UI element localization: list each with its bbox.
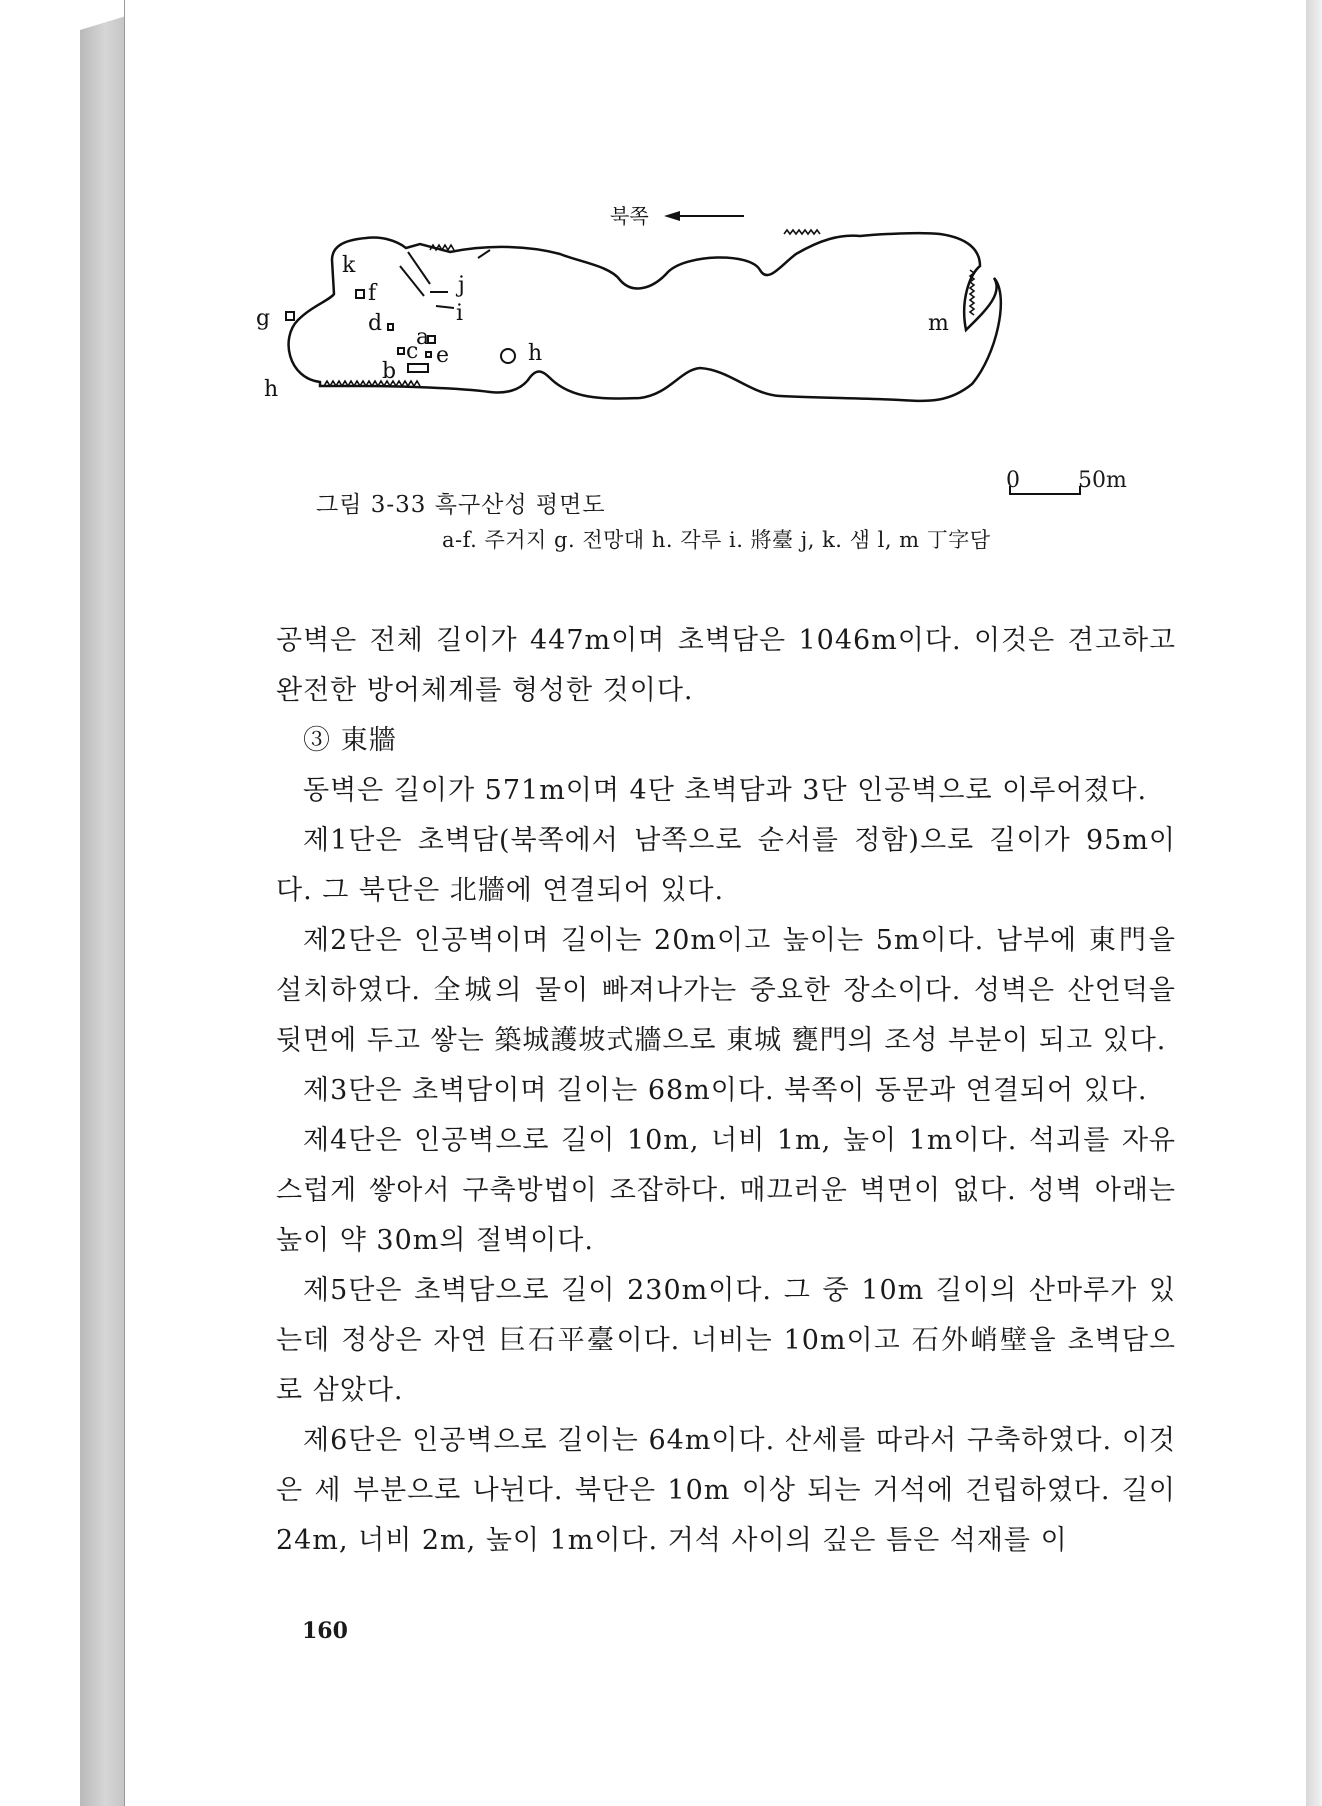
marker-e: e [436,343,450,368]
marker-c: c [406,339,419,364]
page-number: 160 [302,1618,348,1644]
marker-g: g [256,306,271,331]
marker-k: j [458,273,465,298]
paragraph: 제4단은 인공벽으로 길이 10m, 너비 1m, 높이 1m이다. 석괴를 자유스럽게 쌓아서 구축방법이 조잡하다. 매끄러운 벽면이 없다. 성벽 아래는 높이 약 30m의 절벽이다. [276,1125,1176,1256]
marker-i: h [528,341,543,366]
paragraph: 제2단은 인공벽이며 길이는 20m이고 높이는 5m이다. 남부에 東門을 설치하였다. 全城의 물이 빠져나가는 중요한 장소이다. 성벽은 산언덕을 뒷면에 두고 쌓는 築城護坡式牆으로 東城 甕門의 조성 부분이 되고 있다. [276,925,1176,1056]
section-heading: ③ 東牆 [303,725,397,756]
book-spine [80,16,126,1806]
fortress-plan-map [256,204,1180,480]
figure-caption-legend: a-f. 주거지 g. 전망대 h. 각루 i. 將臺 j, k. 샘 l, m 丁字담 [442,528,991,552]
paragraph: 제1단은 초벽담(북쪽에서 남쪽으로 순서를 정함)으로 길이가 95m이다. 그 북단은 北牆에 연결되어 있다. [276,825,1176,906]
page-edge [1306,0,1322,1806]
marker-a: a [416,325,430,350]
north-label: 북쪽 [610,204,649,228]
marker-d: d [368,311,383,336]
paragraph: 제3단은 초벽담이며 길이는 68m이다. 북쪽이 동문과 연결되어 있다. [303,1075,1148,1106]
marker-b: b [382,359,397,384]
marker-j: i [456,301,464,326]
scale-end-label: 50m [1078,468,1127,493]
marker-f: f [368,281,377,306]
internal-lines [400,250,490,308]
paragraph: 공벽은 전체 길이가 447m이며 초벽담은 1046m이다. 이것은 견고하고 완전한 방어체계를 형성한 것이다. [276,625,1176,706]
figure-caption-title: 그림 3-33 흑구산성 평면도 [316,492,606,518]
paragraph: 동벽은 길이가 571m이며 4단 초벽담과 3단 인공벽으로 이루어졌다. [303,775,1148,806]
marker-l: k [342,253,356,278]
paragraph: 제6단은 인공벽으로 길이는 64m이다. 산세를 따라서 구축하였다. 이것은 세 부분으로 나뉜다. 북단은 10m 이상 되는 거석에 건립하였다. 길이 24m, 너비 2m, 높이 1m이다. 거석 사이의 깊은 틈은 석재를 이 [276,1425,1176,1556]
wall-crenellations [324,230,974,386]
paragraph: 제5단은 초벽담으로 길이 230m이다. 그 중 10m 길이의 산마루가 있는데 정상은 자연 巨石平臺이다. 너비는 10m이고 石外峭壁을 초벽담으로 삼았다. [276,1275,1176,1406]
scale-start-label: 0 [1006,468,1020,493]
marker-m: m [928,311,949,336]
body-text [276,616,1176,1566]
marker-h: h [264,377,279,402]
